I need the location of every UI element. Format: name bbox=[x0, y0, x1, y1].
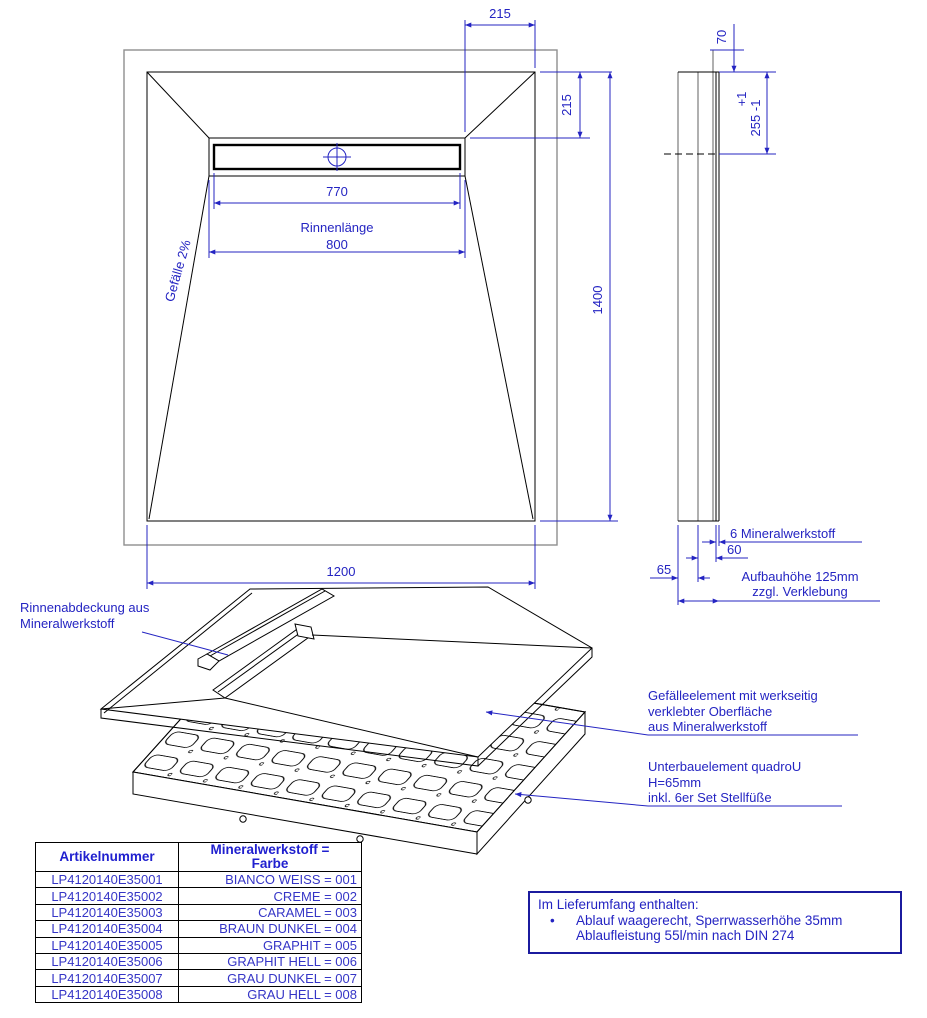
iso-cover-label-line1: Rinnenabdeckung aus bbox=[20, 600, 150, 615]
article-table-header-row bbox=[36, 843, 362, 872]
header-artikelnummer: Artikelnummer bbox=[36, 843, 179, 872]
delivery-scope-item bbox=[550, 913, 892, 944]
foot-icon bbox=[525, 797, 531, 803]
iso-base-label-line1: Unterbauelement quadroU bbox=[648, 759, 802, 774]
label-gefaelle: Gefälle 2% bbox=[161, 238, 194, 304]
table-row bbox=[36, 888, 362, 904]
iso-slope-label bbox=[648, 688, 818, 735]
plan-slope-ridges bbox=[147, 72, 535, 519]
farbe-cell: GRAU HELL = 008 bbox=[179, 986, 362, 1002]
iso-slope-label-line1: Gefälleelement mit werkseitig bbox=[648, 688, 818, 703]
plan-dimension-texts bbox=[162, 6, 605, 579]
side-view bbox=[650, 24, 880, 605]
dim-1400: 1400 bbox=[590, 285, 605, 315]
table-row bbox=[36, 970, 362, 986]
farbe-cell: GRAU DUNKEL = 007 bbox=[179, 970, 362, 986]
dim-70: 70 bbox=[714, 29, 729, 45]
farbe-cell: BIANCO WEISS = 001 bbox=[179, 872, 362, 888]
farbe-cell: GRAPHIT = 005 bbox=[179, 937, 362, 953]
iso-base-label-line2: H=65mm bbox=[648, 774, 702, 790]
label-verklebung: zzgl. Verklebung bbox=[752, 584, 848, 599]
plan-dimensions bbox=[147, 20, 618, 589]
dim-255-tol-plus: +1 bbox=[734, 91, 749, 107]
table-row bbox=[36, 904, 362, 920]
label-rinnenlaenge: Rinnenlänge bbox=[300, 220, 374, 235]
artikelnummer-cell: LP4120140E35004 bbox=[36, 921, 179, 937]
plan-element-outline bbox=[147, 72, 535, 521]
artikelnummer-cell: LP4120140E35005 bbox=[36, 937, 179, 953]
artikelnummer-cell: LP4120140E35007 bbox=[36, 970, 179, 986]
side-mineral-surface bbox=[664, 72, 719, 521]
artikelnummer-cell: LP4120140E35003 bbox=[36, 904, 179, 920]
delivery-item-line2: Ablaufleistung 55l/min nach DIN 274 bbox=[576, 928, 795, 943]
farbe-cell: GRAPHIT HELL = 006 bbox=[179, 953, 362, 969]
label-6-mineralwerkstoff: 6 Mineralwerkstoff bbox=[730, 526, 836, 541]
delivery-item-line1: Ablauf waagerecht, Sperrwasserhöhe 35mm bbox=[576, 912, 843, 928]
dim-65: 65 bbox=[656, 562, 672, 577]
artikelnummer-cell: LP4120140E35008 bbox=[36, 986, 179, 1002]
dim-800: 800 bbox=[326, 237, 348, 252]
label-aufbauhoehe: Aufbauhöhe 125mm bbox=[741, 569, 859, 584]
plan-view bbox=[124, 6, 618, 589]
side-gray-layers bbox=[678, 50, 713, 521]
header-mineralwerkstoff-farbe: Mineralwerkstoff = Farbe bbox=[179, 843, 362, 872]
iso-slope-label-line2: verklebter Oberfläche bbox=[648, 703, 773, 719]
iso-slope-label-line3: aus Mineralwerkstoff bbox=[648, 719, 767, 734]
dim-770: 770 bbox=[326, 184, 348, 199]
dim-1200: 1200 bbox=[326, 564, 356, 579]
iso-cover-label-line2: Mineralwerkstoff bbox=[20, 615, 115, 631]
iso-cover-label bbox=[20, 600, 149, 631]
artikelnummer-cell: LP4120140E35001 bbox=[36, 872, 179, 888]
farbe-cell: CARAMEL = 003 bbox=[179, 904, 362, 920]
delivery-scope-box bbox=[528, 891, 902, 954]
bullet-icon: • bbox=[550, 912, 555, 928]
plan-outer-board bbox=[124, 50, 557, 545]
table-row bbox=[36, 921, 362, 937]
table-row bbox=[36, 953, 362, 969]
delivery-scope-title: Im Lieferumfang enthalten: bbox=[538, 897, 699, 912]
table-row bbox=[36, 872, 362, 888]
table-row bbox=[36, 937, 362, 953]
article-table bbox=[35, 842, 362, 1003]
foot-icon bbox=[240, 816, 246, 822]
iso-base-label-line3: inkl. 6er Set Stellfüße bbox=[648, 790, 772, 805]
farbe-cell: BRAUN DUNKEL = 004 bbox=[179, 921, 362, 937]
dim-60: 60 bbox=[727, 542, 742, 557]
iso-base-label bbox=[648, 759, 801, 806]
dim-215-right: 215 bbox=[559, 94, 574, 116]
dim-255: 255 -1 bbox=[748, 99, 763, 137]
artikelnummer-cell: LP4120140E35002 bbox=[36, 888, 179, 904]
artikelnummer-cell: LP4120140E35006 bbox=[36, 953, 179, 969]
side-dimension-texts bbox=[657, 30, 859, 599]
table-row bbox=[36, 986, 362, 1002]
drain-center-mark-icon bbox=[323, 143, 351, 171]
side-dimensions bbox=[650, 24, 880, 605]
dim-215-top: 215 bbox=[489, 6, 511, 21]
farbe-cell: CREME = 002 bbox=[179, 888, 362, 904]
